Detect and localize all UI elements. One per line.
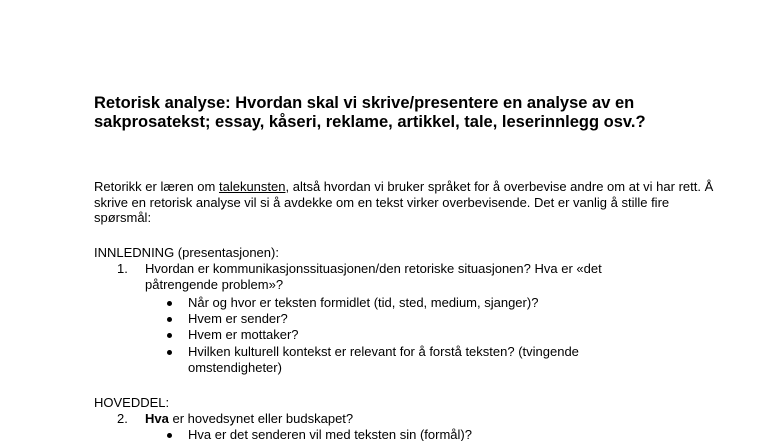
numbered-item-1 [0, 261, 784, 293]
bullet-text: Hvem er mottaker? [188, 327, 299, 342]
item-text: Hvordan er kommunikasjonssituasjonen/den retoriske situasjonen? Hva er «det påtrengende problem»? [145, 261, 602, 292]
intro-paragraph [94, 179, 714, 226]
bullet-item [0, 311, 784, 327]
numbered-item-2 [0, 411, 784, 427]
bullet-item [0, 327, 784, 343]
section-heading-innledning: INNLEDNING (presentasjonen): [94, 245, 279, 260]
document-title: Retorisk analyse: Hvordan skal vi skrive/presentere en analyse av en sakprosatekst; essay, kåseri, reklame, artikkel, tale, leserinnlegg osv.? [94, 94, 646, 131]
item-number: 1. [117, 261, 128, 276]
bullet-item [0, 295, 784, 311]
bullet-icon [167, 317, 172, 322]
bullet-icon [167, 350, 172, 355]
item-text [145, 411, 675, 427]
item-number: 2. [117, 411, 128, 426]
bullet-item [0, 427, 784, 441]
bullet-text: Hvem er sender? [188, 311, 288, 326]
item-text-rest: er hovedsynet eller budskapet? [168, 411, 354, 426]
bullet-icon [167, 433, 172, 438]
bullet-text: Hvilken kulturell kontekst er relevant for å forstå teksten? (tvingende omstendigheter) [188, 344, 579, 375]
bullet-text: Når og hvor er teksten formidlet (tid, sted, medium, sjanger)? [188, 295, 539, 310]
bullet-icon [167, 333, 172, 338]
bullet-text: Hva er det senderen vil med teksten sin (formål)? [188, 427, 472, 441]
bullet-icon [167, 301, 172, 306]
item-bold-word: Hva [145, 411, 169, 426]
talekunsten-link[interactable]: talekunsten [218, 179, 286, 194]
intro-text-before: Retorikk er læren om [94, 179, 219, 194]
section-heading-hoveddel: HOVEDDEL: [94, 395, 170, 410]
intro-text-after: , altså hvordan vi bruker språket for å overbevise andre om at vi har rett. Å skrive en retorisk analyse vil si å avdekke om en tekst virker overbevisende. Det er vanlig å stille fire spørsmål: [94, 179, 714, 225]
bullet-item [0, 344, 784, 376]
